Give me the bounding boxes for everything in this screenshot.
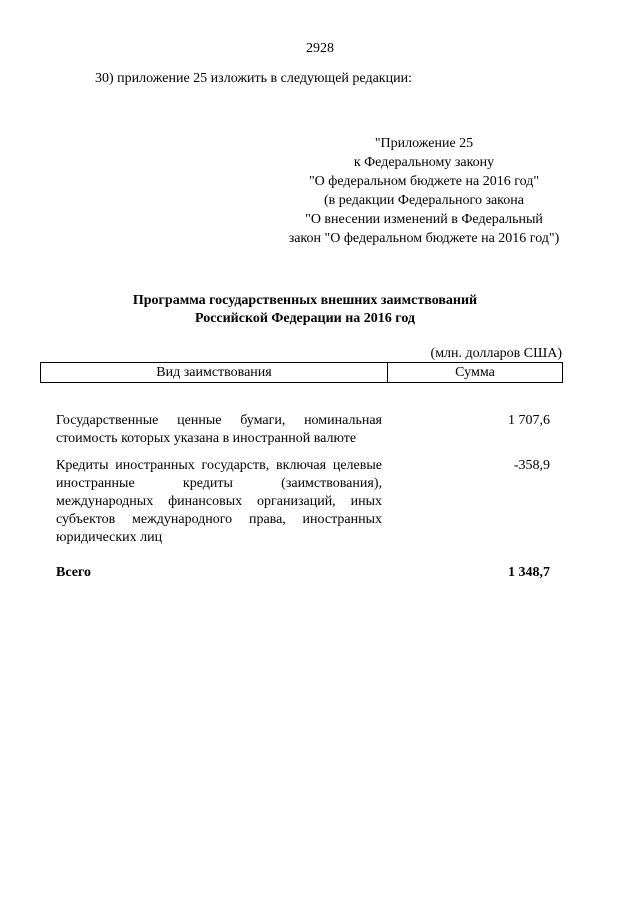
title-line: Программа государственных внешних заимствований — [132, 293, 478, 308]
annex-line: (в редакции Федерального закона — [324, 193, 524, 208]
row-value-credits: -358,9 — [513, 458, 550, 473]
annex-header — [240, 135, 608, 249]
amendment-instruction: 30) приложение 25 изложить в следующей редакции: — [95, 71, 412, 86]
row-label-credits: Кредиты иностранных государств, включая целевые иностранные кредиты (заимствования), международных финансовых организаций, иных субъектов международного права, иностранных юридических лиц — [56, 458, 382, 545]
page-number: 2928 — [306, 41, 334, 56]
row-value-securities: 1 707,6 — [508, 413, 550, 428]
total-label: Всего — [56, 565, 91, 580]
total-value: 1 348,7 — [508, 565, 550, 580]
annex-line: закон "О федеральном бюджете на 2016 год") — [288, 231, 560, 246]
annex-line: к Федеральному закону — [353, 155, 495, 170]
title-line: Российской Федерации на 2016 год — [194, 311, 415, 326]
header-borrowing-type: Вид заимствования — [41, 363, 388, 382]
header-amount: Сумма — [455, 365, 495, 380]
annex-line: "О внесении изменений в Федеральный — [305, 212, 543, 227]
table-header — [40, 362, 563, 383]
units-label: (млн. долларов США) — [430, 346, 562, 361]
annex-line: "Приложение 25 — [374, 136, 474, 151]
annex-line: "О федеральном бюджете на 2016 год" — [308, 174, 540, 189]
row-label-securities: Государственные ценные бумаги, номинальная стоимость которых указана в иностранной валюте — [56, 413, 382, 446]
document-title — [55, 292, 555, 328]
